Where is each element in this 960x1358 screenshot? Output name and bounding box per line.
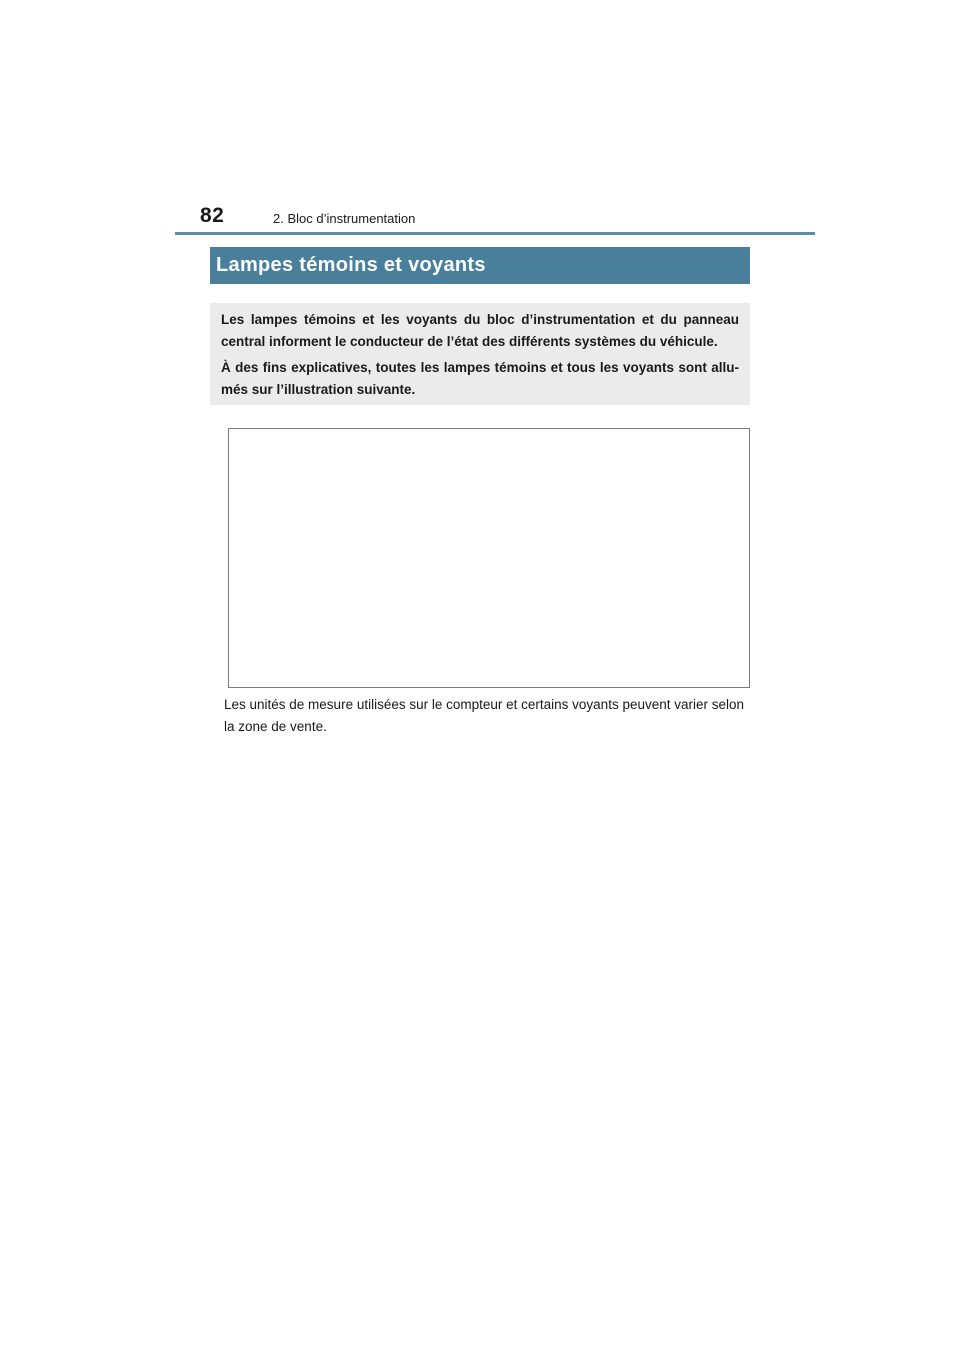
- intro-box: [210, 303, 750, 405]
- chapter-title: 2. Bloc d’instrumentation: [273, 211, 416, 226]
- header-divider: [175, 232, 815, 235]
- intro-paragraph-2: À des fins explicatives, toutes les lampes témoins et tous les voyants sont allu- més sur l’illustration suivante.: [221, 360, 739, 397]
- intro-paragraph-1: Les lampes témoins et les voyants du bloc d’instrumentation et du panneau central informent le conducteur de l’état des différents systèmes du véhicule.: [221, 312, 739, 349]
- illustration-frame: [228, 428, 750, 688]
- section-title: Lampes témoins et voyants: [216, 254, 486, 276]
- section-banner: [210, 247, 750, 284]
- page-number: 82: [200, 204, 225, 227]
- note-text: Les unités de mesure utilisées sur le compteur et certains voyants peuvent varier selon la zone de vente.: [224, 697, 745, 734]
